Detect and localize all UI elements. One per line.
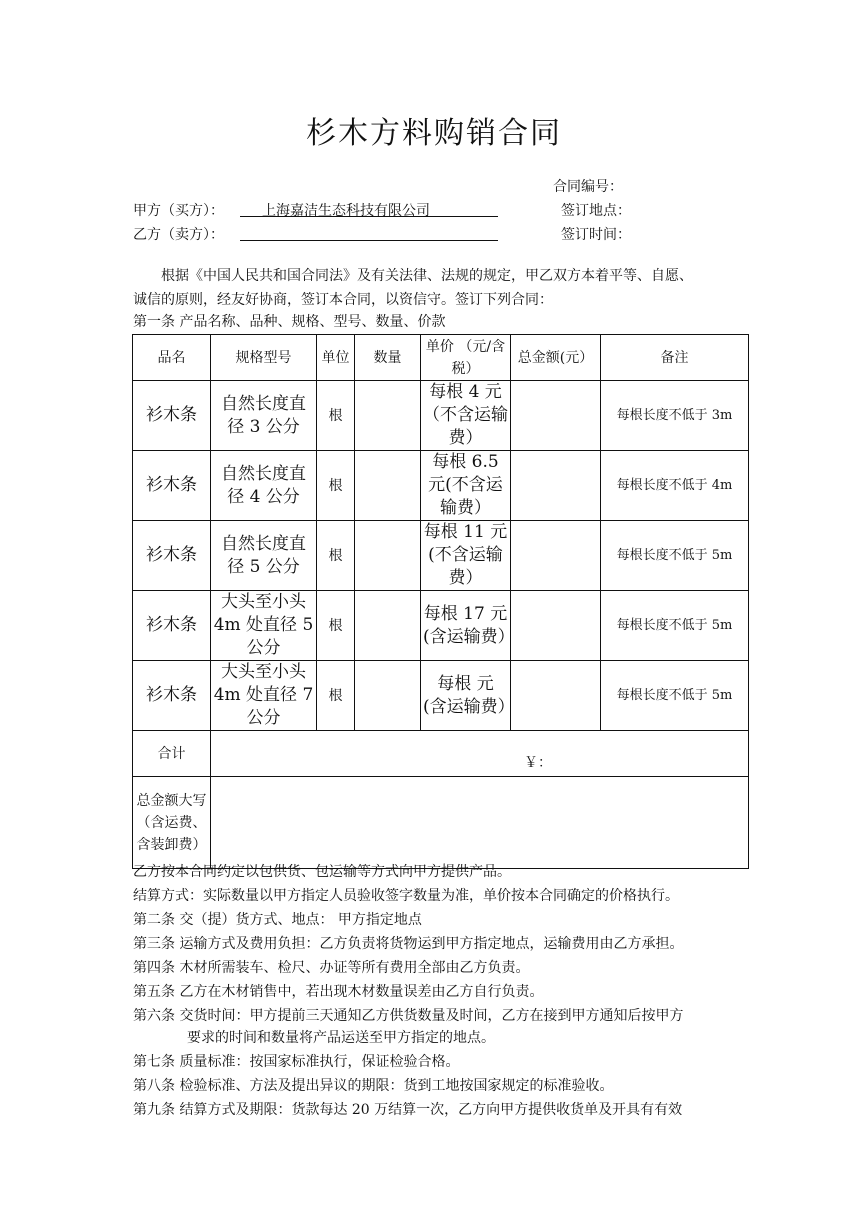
sum-label: 合计: [133, 731, 211, 777]
row-name: 衫木条: [133, 591, 211, 661]
party-b-label: 乙方（卖方）：: [133, 227, 224, 243]
row-total: [511, 661, 601, 731]
row-unit: 根: [317, 381, 355, 451]
row-name: 衫木条: [133, 661, 211, 731]
clause-3: 第三条 运输方式及费用负担：乙方负责将货物运到甲方指定地点，运输费用由乙方承担。: [133, 936, 684, 952]
contract-title: 杉木方料购销合同: [306, 116, 562, 151]
row-price: 每根 11 元(不含运输费）: [421, 521, 511, 591]
row-spec: 大头至小头 4m 处直径 7 公分: [211, 661, 317, 731]
clause-1-title: 第一条 产品名称、品种、规格、型号、数量、价款: [133, 314, 446, 330]
clause-5: 第五条 乙方在木材销售中，若出现木材数量误差由乙方自行负责。: [133, 984, 544, 1000]
row-name: 衫木条: [133, 451, 211, 521]
party-a-label: 甲方（买方）：: [133, 203, 224, 219]
header-name: 品名: [133, 335, 211, 381]
table-row: [133, 521, 749, 591]
table-row: [133, 381, 749, 451]
clause-8: 第八条 检验标准、方法及提出异议的期限：货到工地按国家规定的标准验收。: [133, 1078, 614, 1094]
table-row: [133, 591, 749, 661]
row-spec: 自然长度直径 4 公分: [211, 451, 317, 521]
clause-6-continued: 要求的时间和数量将产品运送至甲方指定的地点。: [187, 1030, 495, 1046]
contract-no-label: 合同编号：: [553, 179, 623, 195]
capital-row: [133, 777, 749, 869]
row-qty: [355, 381, 421, 451]
row-qty: [355, 451, 421, 521]
body-line-1: 乙方按本合同约定以包供货、包运输等方式向甲方提供产品。: [133, 864, 511, 880]
row-price: 每根 元 (含运输费）: [421, 661, 511, 731]
row-unit: 根: [317, 521, 355, 591]
row-note: 每根长度不低于 5m: [601, 661, 749, 731]
row-name: 衫木条: [133, 381, 211, 451]
capital-label: 总金额大写（含运费、含装卸费）: [133, 777, 211, 869]
party-a-name: 上海嘉洁生态科技有限公司: [262, 203, 430, 219]
row-spec: 自然长度直径 5 公分: [211, 521, 317, 591]
row-unit: 根: [317, 591, 355, 661]
row-total: [511, 381, 601, 451]
header-spec: 规格型号: [211, 335, 317, 381]
row-qty: [355, 661, 421, 731]
row-unit: 根: [317, 451, 355, 521]
sign-place-label: 签订地点：: [561, 203, 631, 219]
party-b-underline: [240, 240, 498, 241]
table-row: [133, 451, 749, 521]
clause-9: 第九条 结算方式及期限：货款每达 20 万结算一次，乙方向甲方提供收货单及开具有有效: [133, 1102, 683, 1118]
row-name: 衫木条: [133, 521, 211, 591]
intro-line-1: 根据《中国人民共和国合同法》及有关法律、法规的规定，甲乙双方本着平等、自愿、: [161, 268, 693, 284]
body-line-2: 结算方式：实际数量以甲方指定人员验收签字数量为准，单价按本合同确定的价格执行。: [133, 888, 679, 904]
header-unit: 单位: [317, 335, 355, 381]
row-price: 每根 4 元（不含运输费）: [421, 381, 511, 451]
row-price: 每根 6.5 元(不含运输费）: [421, 451, 511, 521]
row-qty: [355, 591, 421, 661]
header-qty: 数量: [355, 335, 421, 381]
clause-7: 第七条 质量标准：按国家标准执行，保证检验合格。: [133, 1054, 460, 1070]
row-note: 每根长度不低于 5m: [601, 521, 749, 591]
sum-row: [133, 731, 749, 777]
header-price: 单价 （元/含税）: [421, 335, 511, 381]
table-header-row: [133, 335, 749, 381]
intro-line-2: 诚信的原则，经友好协商，签订本合同，以资信守。签订下列合同：: [133, 292, 553, 308]
clause-2: 第二条 交（提）货方式、地点： 甲方指定地点: [133, 912, 422, 928]
row-note: 每根长度不低于 4m: [601, 451, 749, 521]
clause-6: 第六条 交货时间：甲方提前三天通知乙方供货数量及时间，乙方在接到甲方通知后按甲方: [133, 1008, 684, 1024]
row-spec: 自然长度直径 3 公分: [211, 381, 317, 451]
row-total: [511, 451, 601, 521]
row-total: [511, 521, 601, 591]
row-qty: [355, 521, 421, 591]
clause-4: 第四条 木材所需装车、检尺、办证等所有费用全部由乙方负责。: [133, 960, 530, 976]
row-note: 每根长度不低于 5m: [601, 591, 749, 661]
row-total: [511, 591, 601, 661]
sign-time-label: 签订时间：: [561, 227, 631, 243]
row-spec: 大头至小头 4m 处直径 5 公分: [211, 591, 317, 661]
table-row: [133, 661, 749, 731]
capital-value: [211, 777, 749, 869]
row-unit: 根: [317, 661, 355, 731]
sum-value: ￥：: [211, 731, 749, 777]
header-total: 总金额(元）: [511, 335, 601, 381]
row-note: 每根长度不低于 3m: [601, 381, 749, 451]
product-table: [132, 334, 749, 869]
row-price: 每根 17 元(含运输费）: [421, 591, 511, 661]
header-note: 备注: [601, 335, 749, 381]
